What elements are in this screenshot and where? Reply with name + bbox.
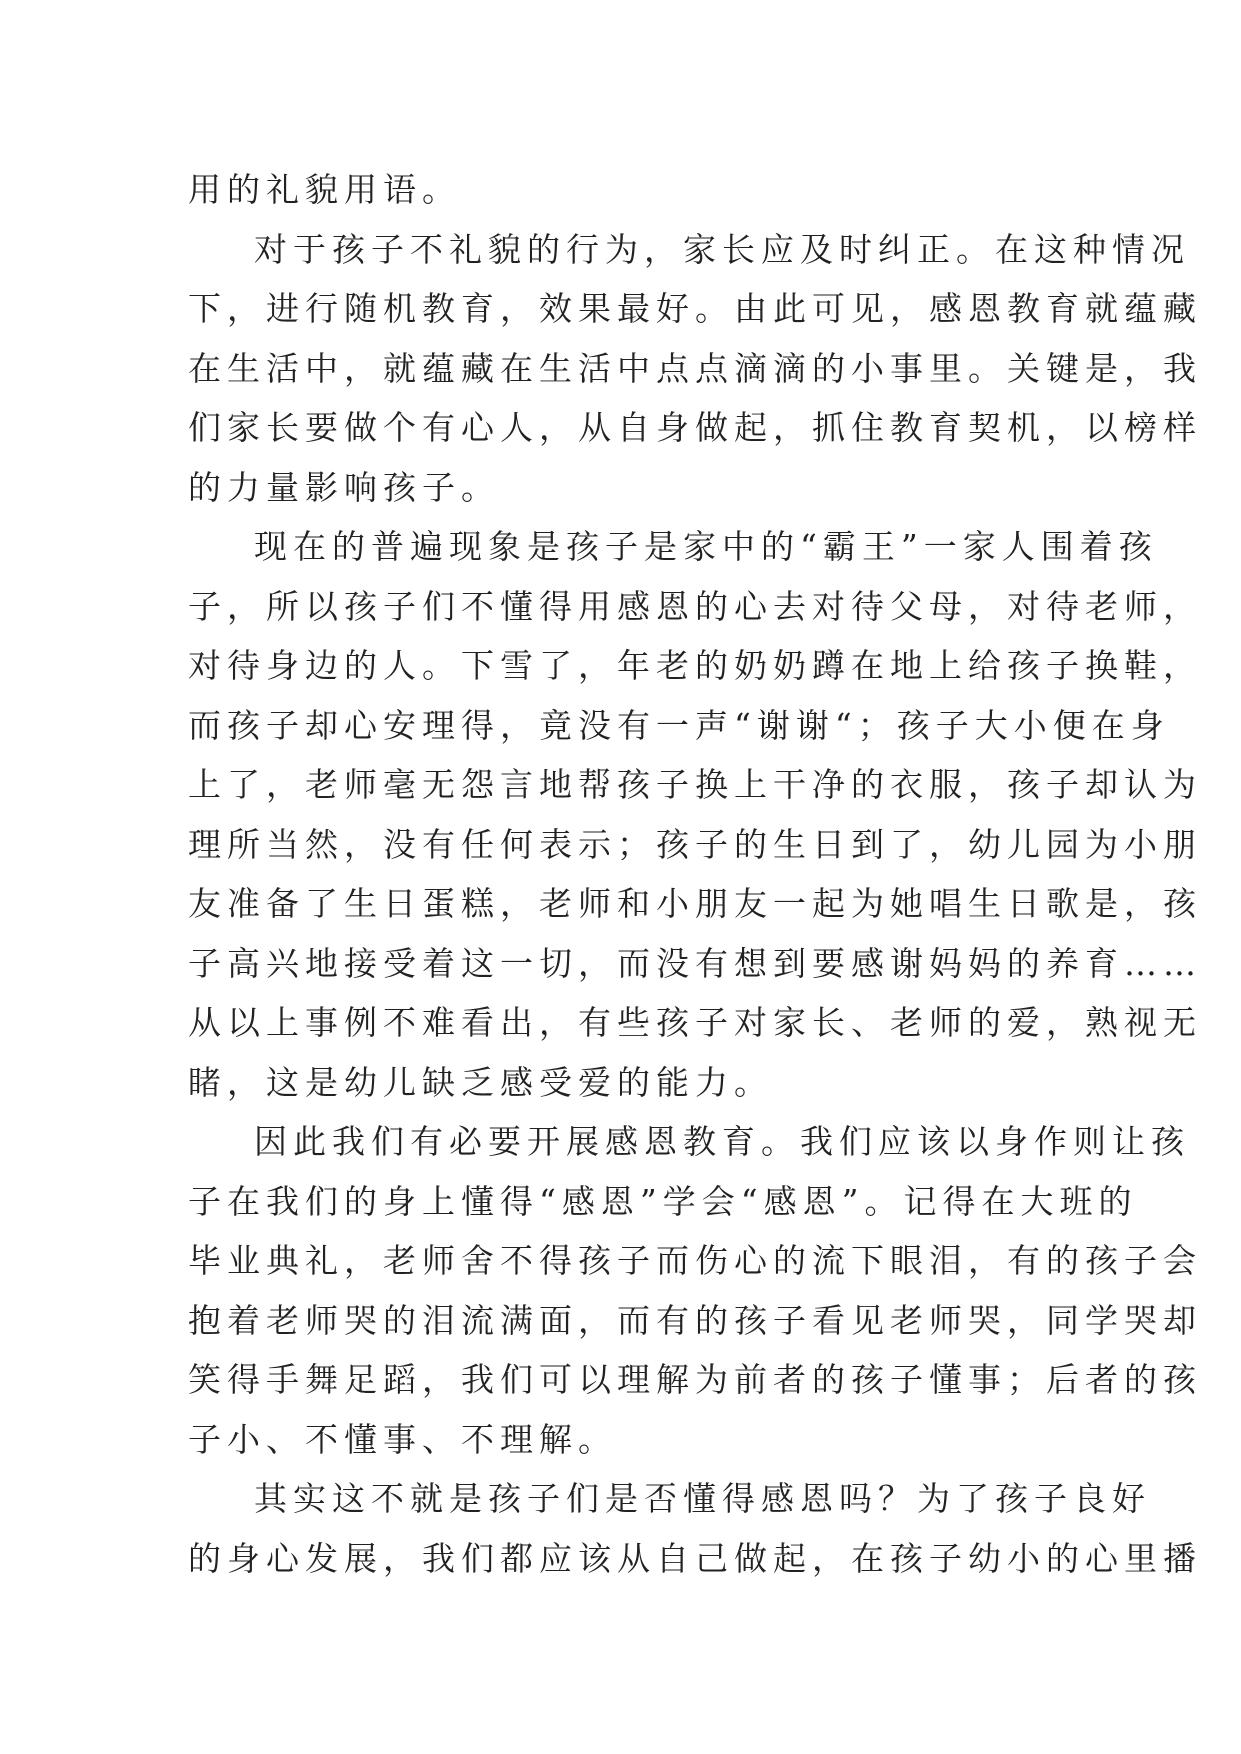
text-line: 子高兴地接受着这一切，而没有想到要感谢妈妈的养育…… [188, 943, 1202, 983]
document-body [188, 160, 1202, 1588]
text-line: 对于孩子不礼貌的行为，家长应及时纠正。在这种情况 [254, 229, 1190, 269]
text-line: 在生活中，就蕴藏在生活中点点滴滴的小事里。关键是，我 [188, 348, 1202, 388]
text-line: 而孩子却心安理得，竟没有一声“谢谢“；孩子大小便在身 [188, 705, 1170, 745]
text-line: 其实这不就是孩子们是否懂得感恩吗？为了孩子良好 [254, 1479, 1151, 1518]
text-line: 下，进行随机教育，效果最好。由此可见，感恩教育就蕴藏 [188, 289, 1202, 328]
text-line: 睹，这是幼儿缺乏感受爱的能力。 [188, 1062, 773, 1102]
text-line: 理所当然，没有任何表示；孩子的生日到了，幼儿园为小朋 [188, 824, 1202, 864]
text-line: 笑得手舞足蹈，我们可以理解为前者的孩子懂事；后者的孩 [188, 1360, 1202, 1399]
text-line: 因此我们有必要开展感恩教育。我们应该以身作则让孩 [254, 1122, 1190, 1161]
text-line: 对待身边的人。下雪了，年老的奶奶蹲在地上给孩子换鞋， [188, 646, 1202, 685]
text-line: 毕业典礼，老师舍不得孩子而伤心的流下眼泪，有的孩子会 [188, 1241, 1202, 1280]
text-line: 从以上事例不难看出，有些孩子对家长、老师的爱，熟视无 [188, 1003, 1202, 1042]
text-line: 上了，老师毫无怨言地帮孩子换上干净的衣服，孩子却认为 [188, 765, 1202, 804]
text-line: 子小、不懂事、不理解。 [188, 1419, 617, 1459]
text-line: 们家长要做个有心人，从自身做起，抓住教育契机，以榜样 [188, 408, 1202, 447]
text-line: 现在的普遍现象是孩子是家中的“霸王”一家人围着孩 [254, 527, 1158, 566]
text-line: 子，所以孩子们不懂得用感恩的心去对待父母，对待老师， [188, 586, 1202, 626]
text-line: 友准备了生日蛋糕，老师和小朋友一起为她唱生日歌是，孩 [188, 884, 1202, 923]
text-line: 子在我们的身上懂得“感恩”学会“感恩”。记得在大班的 [188, 1181, 1138, 1221]
text-line: 的身心发展，我们都应该从自己做起，在孩子幼小的心里播 [188, 1538, 1202, 1578]
text-line: 的力量影响孩子。 [188, 467, 500, 507]
text-line: 用的礼貌用语。 [188, 170, 461, 209]
text-line: 抱着老师哭的泪流满面，而有的孩子看见老师哭，同学哭却 [188, 1300, 1202, 1340]
